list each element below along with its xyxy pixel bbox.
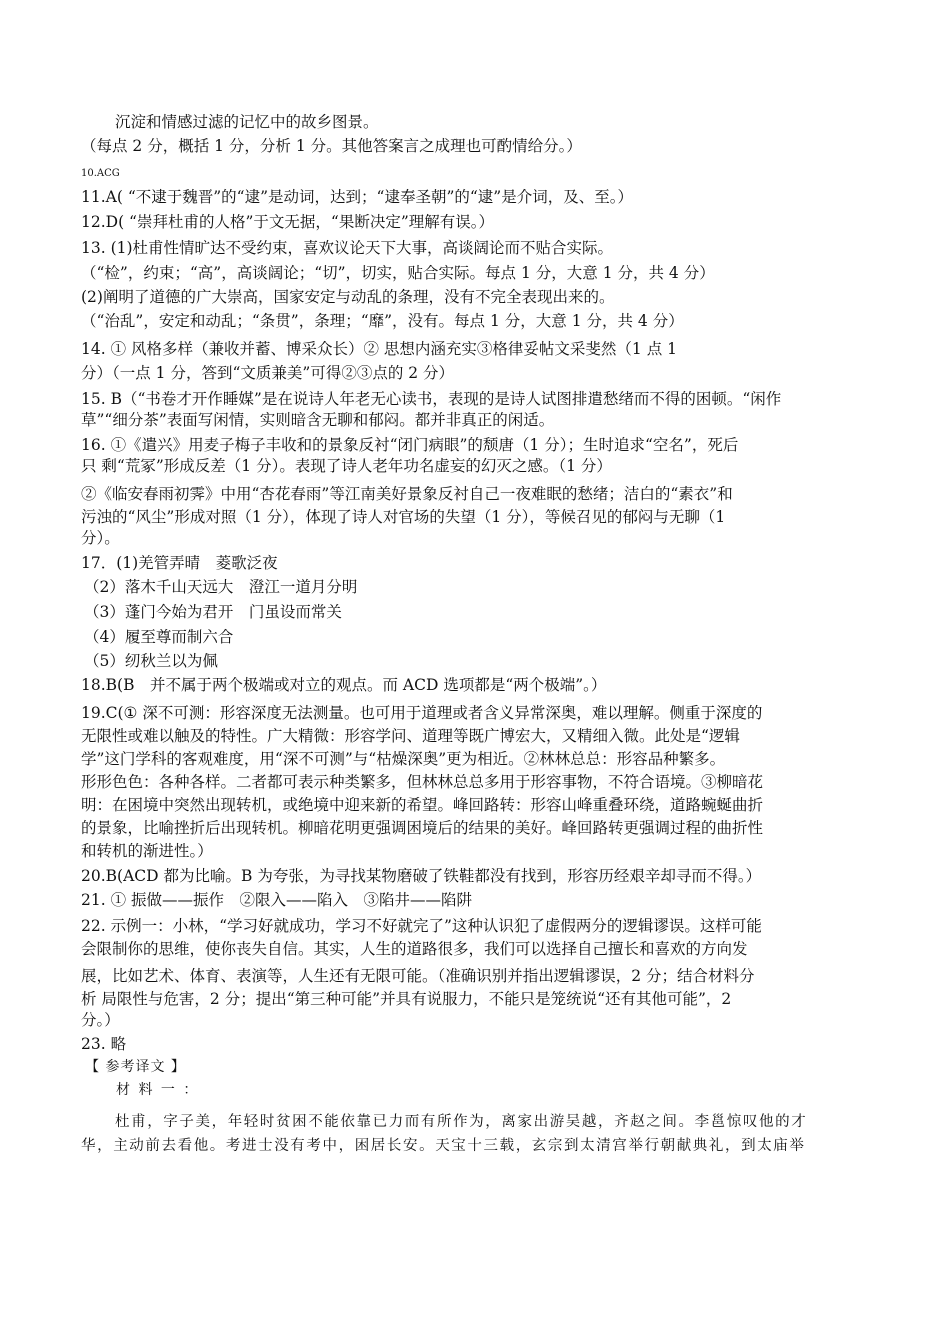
text-line: (2)阐明了道德的广大崇高，国家安定与动乱的条理，没有不完全表现出来的。 [81,288,615,306]
text-line: （5）纫秋兰以为佩 [84,652,218,670]
text-line: 沉淀和情感过滤的记忆中的故乡图景。 [115,113,379,131]
question-22-answer: 22. 示例一：小林，“学习好就成功，学习不好就完了”这种认识犯了虚假两分的逻辑谬误。这样可能 [81,917,762,935]
subsection-heading: 材 料 一 ： [116,1082,200,1098]
question-23-answer: 23. 略 [81,1035,127,1053]
translation-line: 杜甫，字子美，年轻时贫困不能依靠已力而有所作为，离家出游吴越，齐赵之间。李邕惊叹他的才 [115,1114,808,1130]
question-13-answer: 13. (1)杜甫性情旷达不受约束，喜欢议论天下大事，高谈阔论而不贴合实际。 [81,239,614,257]
text-line: 展，比如艺术、体育、表演等，人生还有无限可能。（准确识别并指出逻辑谬误，2 分；结合材料分 [81,967,755,985]
text-line: 草”“细分茶”表面写闲情，实则暗含无聊和郁闷。都并非真正的闲适。 [81,411,555,429]
text-line: 会限制你的思维，使你丧失自信。其实，人生的道路很多，我们可以选择自己擅长和喜欢的方向发 [81,940,748,958]
question-10-answer: 10.ACG [81,168,120,179]
text-line: （3）蓬门今始为君开 门虽设而常关 [84,603,342,621]
text-line: （“检”，约束；“高”，高谈阔论；“切”，切实，贴合实际。每点 1 分，大意 1 分，共 4 分） [81,264,715,282]
text-line: 分）（一点 1 分，答到“文质兼美”可得②③点的 2 分） [81,364,455,382]
text-line: 无限性或难以触及的特性。广大精微：形容学问、道理等既广博宏大，又精细入微。此处是“逻辑 [81,727,740,745]
question-21-answer: 21. ① 振做——振作 ②限入——陷入 ③陷井——陷阱 [81,891,473,909]
question-12-answer: 12.D( “崇拜杜甫的人格”于文无据，“果断决定”理解有误。） [81,213,494,231]
text-line: 学”这门学科的客观难度，用“深不可测”与“枯燥深奥”更为相近。②林林总总：形容品种繁多。 [81,750,726,768]
question-16-answer: 16. ①《遣兴》用麦子梅子丰收和的景象反衬“闭门病眼”的颓唐（1 分）；生时追求“空名”，死后 [81,436,739,454]
text-line: 只 剩“荒冢”形成反差（1 分）。表现了诗人老年功名虚妄的幻灭之感。（1 分） [81,457,612,475]
text-line: 明：在困境中突然出现转机，或绝境中迎来新的希望。峰回路转：形容山峰重叠环绕，道路蜿蜒曲折 [81,796,764,814]
question-15-answer: 15. B（“书卷才开作睡媒”是在说诗人年老无心读书，表现的是诗人试图排遣愁绪而不得的困顿。“闲作 [81,390,782,408]
text-line: 形形色色：各种各样。二者都可表示种类繁多，但林林总总多用于形容事物，不符合语境。③柳暗花 [81,773,764,791]
text-line: （每点 2 分，概括 1 分，分析 1 分。其他答案言之成理也可酌情给分。） [81,137,582,155]
text-line: ②《临安春雨初霁》中用“杏花春雨”等江南美好景象反衬自己一夜难眠的愁绪；洁白的“素衣”和 [81,485,733,503]
text-line: 污浊的“风尘”形成对照（1 分），体现了诗人对官场的失望（1 分），等候召见的郁闷与无聊（1 [81,508,726,526]
question-18-answer: 18.B(B 并不属于两个极端或对立的观点。而 ACD 选项都是“两个极端”。） [81,676,607,694]
translation-line: 华，主动前去看他。考进士没有考中，困居长安。天宝十三载，玄宗到太清宫举行朝献典礼，到太庙举 [81,1138,806,1154]
question-11-answer: 11.A( “不逮于魏晋”的“逮”是动词，达到；“逮奉圣朝”的“逮”是介词，及、至。） [81,188,633,206]
question-19-answer: 19.C(① 深不可测：形容深度无法测量。也可用于道理或者含义异常深奥，难以理解。侧重于深度的 [81,704,763,722]
question-17-answer: 17．(1)羌管弄晴 菱歌泛夜 [81,554,278,572]
text-line: （4）履至尊而制六合 [84,628,234,646]
text-line: 析 局限性与危害，2 分；提出“第三种可能”并具有说服力，不能只是笼统说“还有其他可能”，2 [81,990,732,1008]
text-line: （“治乱”，安定和动乱；“条贯”，条理；“靡”，没有。每点 1 分，大意 1 分，共 4 分） [81,312,684,330]
text-line: 和转机的渐进性。） [81,842,213,860]
question-14-answer: 14. ① 风格多样（兼收并蓄、博采众长）② 思想内涵充实③格律妥帖文采斐然（1 点 1 [81,340,678,358]
section-heading: 【 参考译文 】 [85,1059,186,1075]
text-line: 分。） [81,1011,120,1029]
question-20-answer: 20.B(ACD 都为比喻。B 为夸张，为寻找某物磨破了铁鞋都没有找到，形容历经艰辛却寻而不得。） [81,867,762,885]
text-line: 分）。 [81,529,120,547]
text-line: （2）落木千山天远大 澄江一道月分明 [84,578,358,596]
text-line: 的景象，比喻挫折后出现转机。柳暗花明更强调困境后的结果的美好。峰回路转更强调过程的曲折性 [81,819,764,837]
